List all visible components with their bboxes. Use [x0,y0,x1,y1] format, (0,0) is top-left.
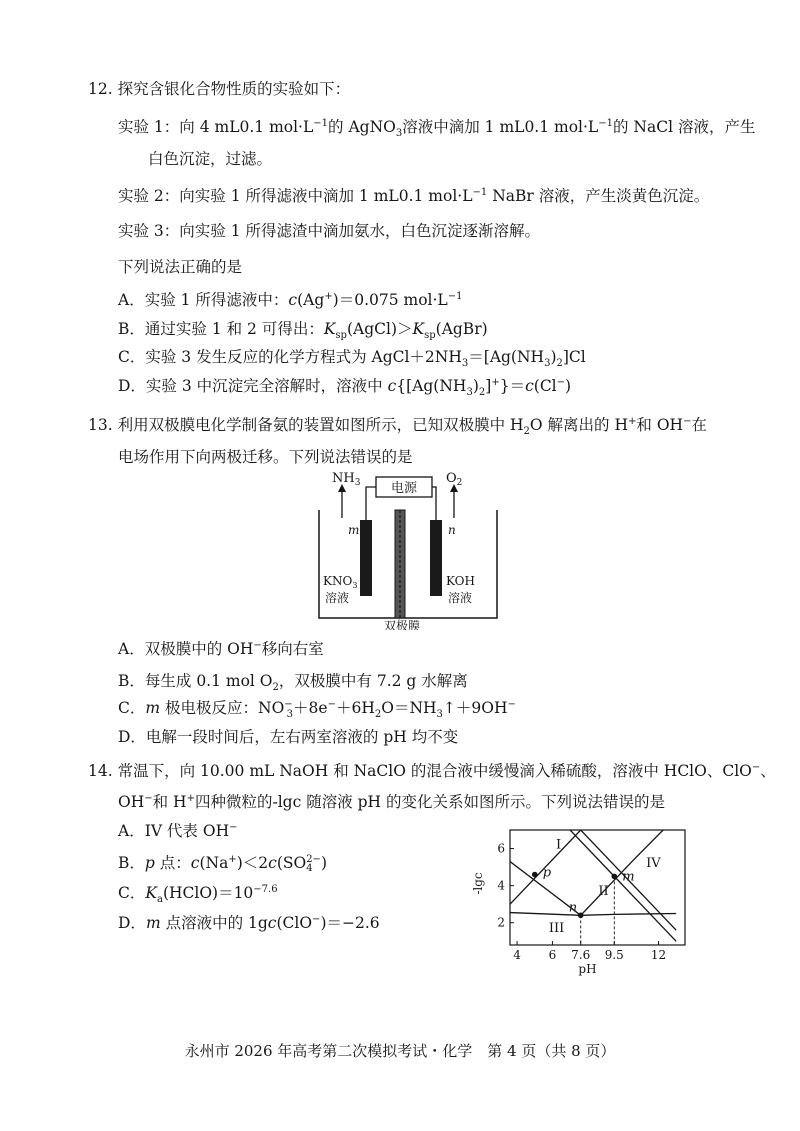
x-tick-label: 7.6 [571,948,591,962]
membrane-label: 双极膜 [383,619,421,630]
curve-label-III: III [548,921,565,937]
q13-option-c[interactable]: C．m 极电极反应：$NO^-_3+8e^-+6H_2O=NH_3↑+9OH^-$ [118,698,516,721]
curve-label-I: I [555,837,562,853]
right-solution-label: KOH [446,574,475,588]
q12-option-a[interactable]: A．实验 1 所得滤液中：c(Ag+)＝0.075 $mol\cdot L^{-1}$ [118,290,463,309]
q14-option-b[interactable]: B．p 点：c(Na+)＜2c(SO 2− 4 ) [118,853,327,874]
point-label-m: m [622,869,635,885]
electrode-m [360,520,372,596]
q13-stem-cont: 电场作用下向两极迁移。下列说法错误的是 [118,448,413,466]
q12-option-d[interactable]: D．实验 3 中沉淀完全溶解时，溶液中 $c\{[Ag(NH_3)_2]^+\}=c(Cl^-)$ [118,376,572,399]
x-tick-label: 6 [548,948,557,962]
q13-option-d[interactable]: D．电解一段时间后，左右两室溶液的 pH 均不变 [118,728,459,746]
q13-option-a[interactable]: A．双极膜中的 OH−移向右室 [118,639,324,658]
y-tick-label: 4 [497,878,505,893]
point-label-n: n [568,900,578,916]
point-label-p: p [542,865,552,881]
page-footer: 永州市 2026 年高考第二次模拟考试・化学 第 4 页（共 8 页） [184,1042,616,1060]
q12-exp1: 实验 1：向 4 mL0.1 $mol\cdot L^{-1}$的 AgNO$_3$溶液中滴加 1 mL0.1 $mol\cdot L^{-1}$的 NaCl 溶液，产生 [118,117,756,140]
nh3-label: $NH_3$ [332,471,361,488]
q12-exp3: 实验 3：向实验 1 所得滤渣中滴加氨水，白色沉淀逐渐溶解。 [118,222,541,240]
power-source-label: 电源 [390,481,418,496]
wire-left [366,487,376,520]
right-solution-label-2: 溶液 [448,591,473,605]
point-m [611,874,617,880]
x-axis-label: pH [578,962,597,976]
q12-exp2: 实验 2：向实验 1 所得滤液中滴加 1 mL0.1 $mol\cdot L^{-1}$ NaBr 溶液，产生淡黄色沉淀。 [118,186,710,205]
q12-ask: 下列说法正确的是 [118,258,243,276]
q12-option-b[interactable]: B．通过实验 1 和 2 可得出：$K_{sp}(AgCl)>K_{sp}(AgBr)$ [118,320,488,342]
q12-option-c[interactable]: C．实验 3 发生反应的化学方程式为 $AgCl+2NH_3=[Ag(NH_3)_2]Cl$ [118,348,586,370]
electrode-n-label: n [448,523,456,537]
point-n [578,913,584,919]
x-tick-label: 9.5 [604,948,624,962]
q13-option-b[interactable]: B．每生成 0.1 mol $O_2$，双极膜中有 7.2 g 水解离 [118,672,468,694]
electrolysis-cell-figure [312,470,512,630]
q14-option-c[interactable]: C．$K_a(HClO)=10^{-7.6}$ [118,883,278,906]
lgc-vs-ph-chart [460,820,690,980]
y-tick-label: 2 [497,915,505,930]
left-solution-label: $KNO_3$ [323,574,358,590]
q14-stem-cont: OH−和 H+四种微粒的-lgc 随溶液 pH 的变化关系如图所示。下列说法错误的是 [118,792,665,811]
q14-option-a[interactable]: A．IV 代表 OH− [118,821,238,840]
point-p [532,872,538,878]
y-tick-label: 6 [497,841,505,856]
q13-stem: 13. 利用双极膜电化学制备氨的装置如图所示，已知双极膜中 $H_2O$ 解离出的 H+和 OH−在 [88,415,707,438]
x-tick-label: 4 [513,948,521,962]
q12-exp1-cont: 白色沉淀，过滤。 [148,150,273,168]
curve-label-IV: IV [646,856,661,872]
q14-option-d[interactable]: D．m 点溶液中的 1gc(ClO−)＝−2.6 [118,913,380,932]
q12-stem: 12. 探究含银化合物性质的实验如下： [88,80,351,98]
o2-label: $O_2$ [446,471,463,488]
curve-label-II: II [598,883,609,899]
y-axis-label: -lgc [471,872,485,895]
electrode-n [430,520,442,596]
electrode-m-label: m [348,523,360,537]
x-tick-label: 12 [650,948,667,962]
q14-stem: 14. 常温下，向 10.00 mL NaOH 和 NaClO 的混合液中缓慢滴入稀硫酸，溶液中 HClO、ClO−、 [88,761,776,780]
left-solution-label-2: 溶液 [325,591,350,605]
